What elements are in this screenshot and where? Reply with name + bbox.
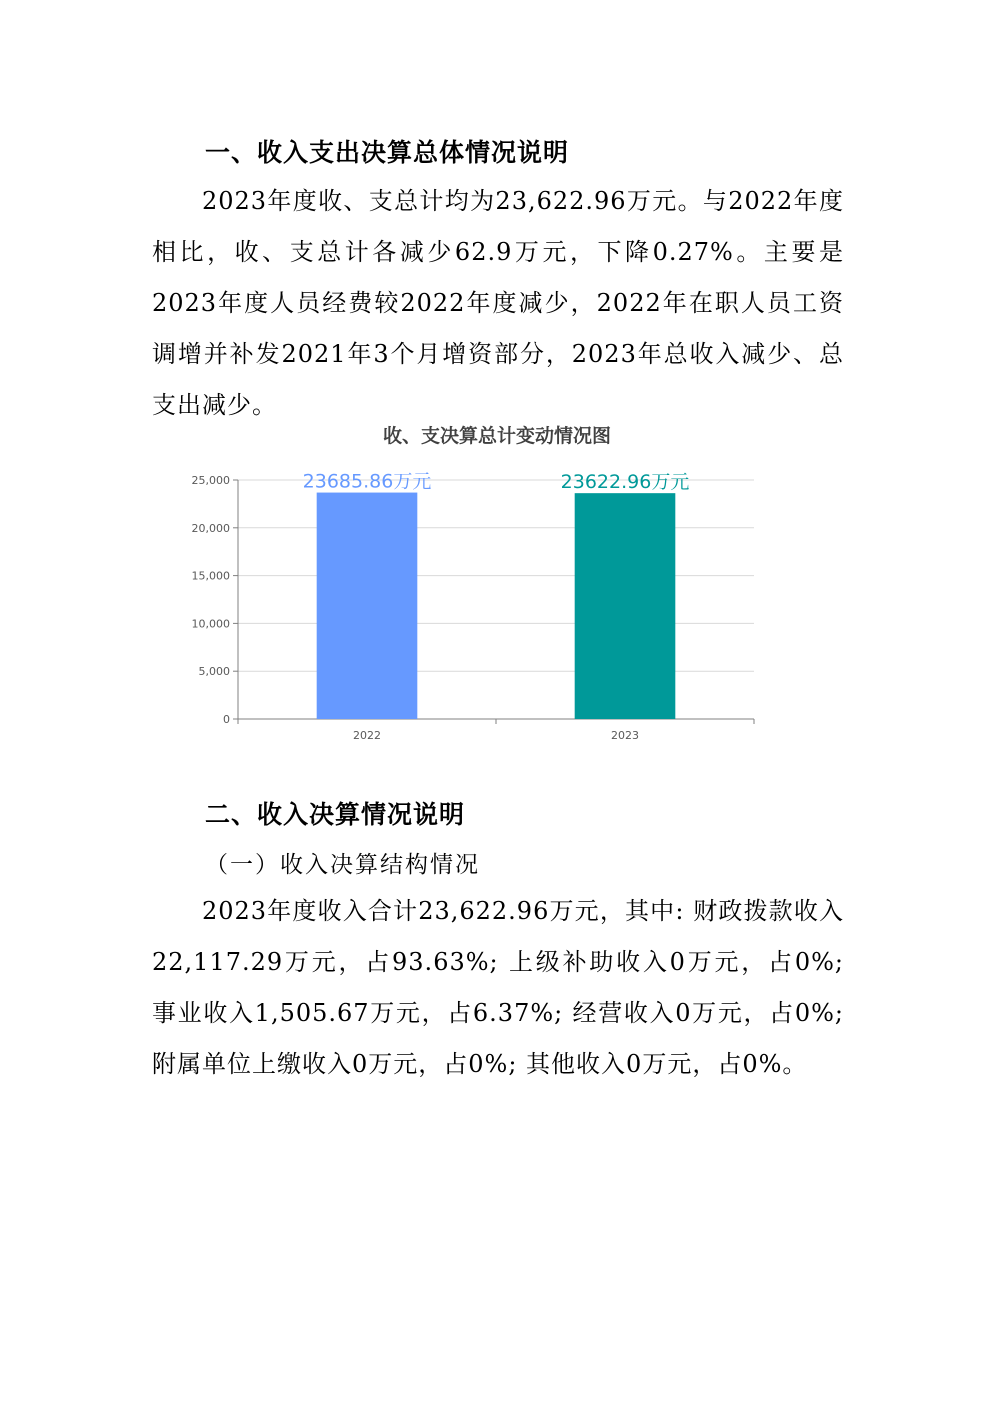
bar-2023 [575,493,676,719]
budget-change-chart [150,416,770,746]
section1-heading: 一、收入支出决算总体情况说明 [205,138,570,167]
y-tick-label: 20,000 [191,521,230,535]
x-tick-label: 2023 [611,729,639,742]
chart-bars [317,493,676,719]
section1-paragraph: 2023年度收、支总计均为23,622.96万元。与2022年度相比，收、支总计各减少62.9万元，下降0.27%。主要是2023年度人员经费较2022年度减少，2022年在职人员工资调增并补发2021年3个月增资部分，2023年总收入减少、总支出减少。 [152,187,844,419]
section2-heading: 二、收入决算情况说明 [205,800,466,829]
y-tick-label: 0 [223,713,230,726]
section2-paragraph: 2023年度收入合计23,622.96万元，其中: 财政拨款收入22,117.29万元，占93.63%; 上级补助收入0万元，占0%; 事业收入1,505.67万元，占6.37%; 经营收入0万元，占0%; 附属单位上缴收入0万元，占0%; 其他收入0万元，占0%。 [152,897,844,1078]
y-tick-label: 25,000 [191,474,230,487]
bar-2022 [317,493,418,719]
data-label-2023: 23622.96万元 [560,471,690,494]
y-tick-label: 15,000 [191,569,230,583]
chart-title: 收、支决算总计变动情况图 [382,425,612,447]
data-label-2022: 23685.86万元 [302,470,432,493]
section2-subheading: （一）收入决算结构情况 [205,852,480,878]
x-tick-label: 2022 [353,729,381,742]
chart-gridlines [238,480,754,671]
y-tick-label: 10,000 [191,617,230,631]
y-tick-label: 5,000 [198,665,230,679]
